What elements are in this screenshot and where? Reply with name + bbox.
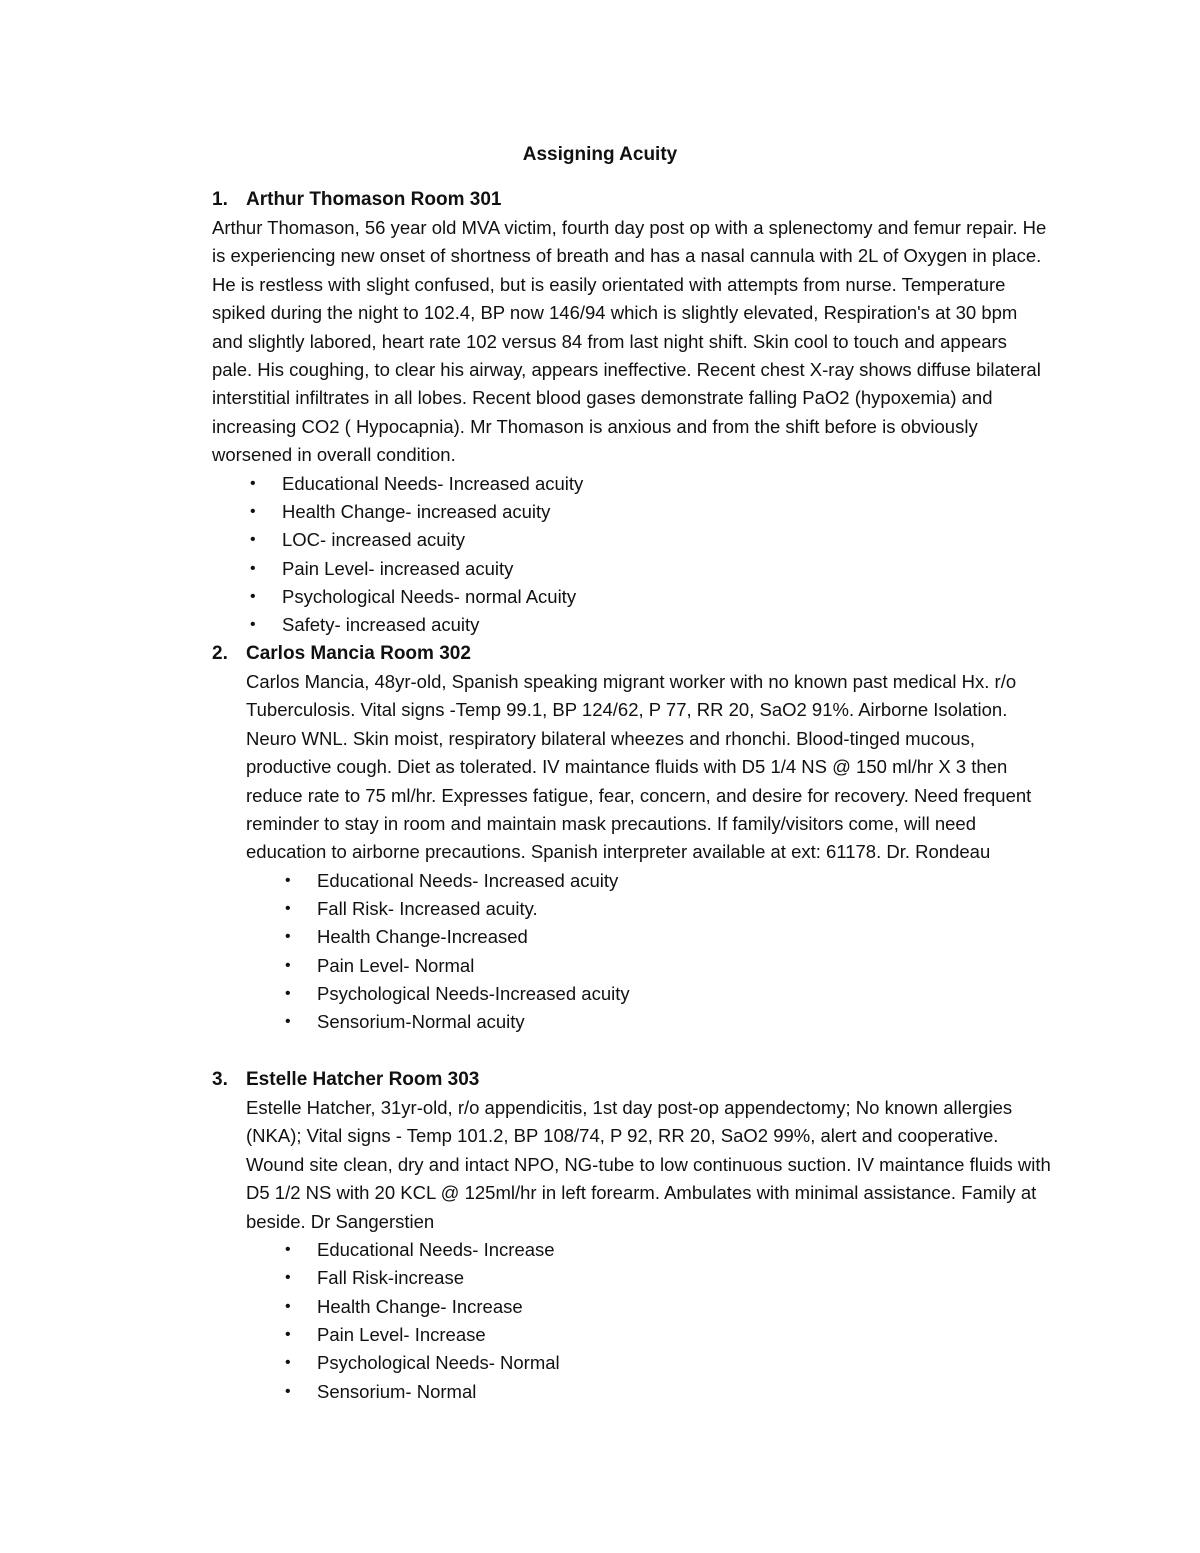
acuity-item: • Psychological Needs-Increased acuity	[212, 980, 1062, 1008]
bullet-icon: •	[285, 871, 291, 889]
acuity-item: • Pain Level- increased acuity	[212, 555, 1062, 583]
acuity-item: • Health Change-Increased	[212, 923, 1062, 951]
patient-number: 1.	[212, 189, 228, 210]
patient-description: Carlos Mancia, 48yr-old, Spanish speaking migrant worker with no known past medical Hx. r/o Tuberculosis. Vital signs -Temp 99.1, BP 124/62, P 77, RR 20, SaO2 91%. Airborne Isolation. Neuro WNL. Skin moist, respiratory bilateral wheezes and rhonchi. Blood-tinged mucous, productive cough. Diet as tolerated. IV maintance fluids with D5 1/4 NS @ 150 ml/hr X 3 then reduce rate to 75 ml/hr. Expresses fatigue, fear, concern, and desire for recovery. Need frequent reminder to stay in room and maintain mask precautions. If family/visitors come, will need education to airborne precautions. Spanish interpreter available at ext: 61178. Dr. Rondeau	[246, 671, 1032, 863]
patient-heading	[212, 640, 1062, 668]
patient-name-room: Carlos Mancia Room 302	[246, 643, 471, 664]
patient-section	[212, 186, 1062, 639]
acuity-item: • Educational Needs- Increase	[212, 1236, 1062, 1264]
acuity-item: • Health Change- increased acuity	[212, 498, 1062, 526]
patient-name-room: Estelle Hatcher Room 303	[246, 1069, 480, 1090]
bullet-icon: •	[285, 1382, 291, 1400]
acuity-item: • Pain Level- Normal	[212, 952, 1062, 980]
acuity-item: • Fall Risk-increase	[212, 1264, 1062, 1292]
bullet-icon: •	[285, 1241, 291, 1259]
patient-description: Arthur Thomason, 56 year old MVA victim, fourth day post op with a splenectomy and femur repair. He is experiencing new onset of shortness of breath and has a nasal cannula with 2L of Oxygen in place. He is restless with slight confused, but is easily orientated with attempts from nurse. Temperature spiked during the night to 102.4, BP now 146/94 which is slightly elevated, Respiration's at 30 bpm and slightly labored, heart rate 102 versus 84 from last night shift. Skin cool to touch and appears pale. His coughing, to clear his airway, appears ineffective. Recent chest X-ray shows diffuse bilateral interstitial infiltrates in all lobes. Recent blood gases demonstrate falling PaO2 (hypoxemia) and increasing CO2 ( Hypocapnia). Mr Thomason is anxious and from the shift before is obviously worsened in overall condition.	[212, 217, 1047, 466]
bullet-icon: •	[285, 1297, 291, 1315]
document-title: Assigning Acuity	[522, 144, 678, 165]
patient-heading	[212, 1066, 1062, 1094]
acuity-item: • Psychological Needs- normal Acuity	[212, 583, 1062, 611]
acuity-item: • Pain Level- Increase	[212, 1321, 1062, 1349]
bullet-icon: •	[250, 587, 256, 605]
acuity-item: • Fall Risk- Increased acuity.	[212, 895, 1062, 923]
acuity-list	[212, 1236, 1062, 1406]
acuity-item: • Educational Needs- Increased acuity	[212, 867, 1062, 895]
bullet-icon: •	[285, 985, 291, 1003]
bullet-icon: •	[250, 559, 256, 577]
bullet-icon: •	[250, 474, 256, 492]
patient-name-room: Arthur Thomason Room 301	[246, 189, 502, 210]
acuity-list	[212, 470, 1062, 640]
acuity-item: • Safety- increased acuity	[212, 611, 1062, 639]
acuity-item: • Sensorium- Normal	[212, 1378, 1062, 1406]
patient-section	[212, 1066, 1062, 1406]
bullet-icon: •	[285, 1269, 291, 1287]
bullet-icon: •	[285, 900, 291, 918]
acuity-list	[212, 867, 1062, 1037]
acuity-item: • Sensorium-Normal acuity	[212, 1008, 1062, 1036]
acuity-item: • Health Change- Increase	[212, 1293, 1062, 1321]
acuity-item: • Educational Needs- Increased acuity	[212, 470, 1062, 498]
patient-heading	[212, 186, 1062, 214]
bullet-icon: •	[285, 1013, 291, 1031]
patient-number: 2.	[212, 643, 228, 664]
bullet-icon: •	[285, 956, 291, 974]
patient-description: Estelle Hatcher, 31yr-old, r/o appendicitis, 1st day post-op appendectomy; No known allergies (NKA); Vital signs - Temp 101.2, BP 108/74, P 92, RR 20, SaO2 99%, alert and cooperative. Wound site clean, dry and intact NPO, NG-tube to low continuous suction. IV maintance fluids with D5 1/2 NS with 20 KCL @ 125ml/hr in left forearm. Ambulates with minimal assistance. Family at beside. Dr Sangerstien	[246, 1097, 1051, 1232]
bullet-icon: •	[285, 1325, 291, 1343]
acuity-item: • LOC- increased acuity	[212, 526, 1062, 554]
acuity-item: • Psychological Needs- Normal	[212, 1349, 1062, 1377]
bullet-icon: •	[285, 928, 291, 946]
bullet-icon: •	[250, 531, 256, 549]
bullet-icon: •	[250, 616, 256, 634]
bullet-icon: •	[250, 502, 256, 520]
patient-section	[212, 640, 1062, 1037]
bullet-icon: •	[285, 1354, 291, 1372]
patient-number: 3.	[212, 1069, 228, 1090]
